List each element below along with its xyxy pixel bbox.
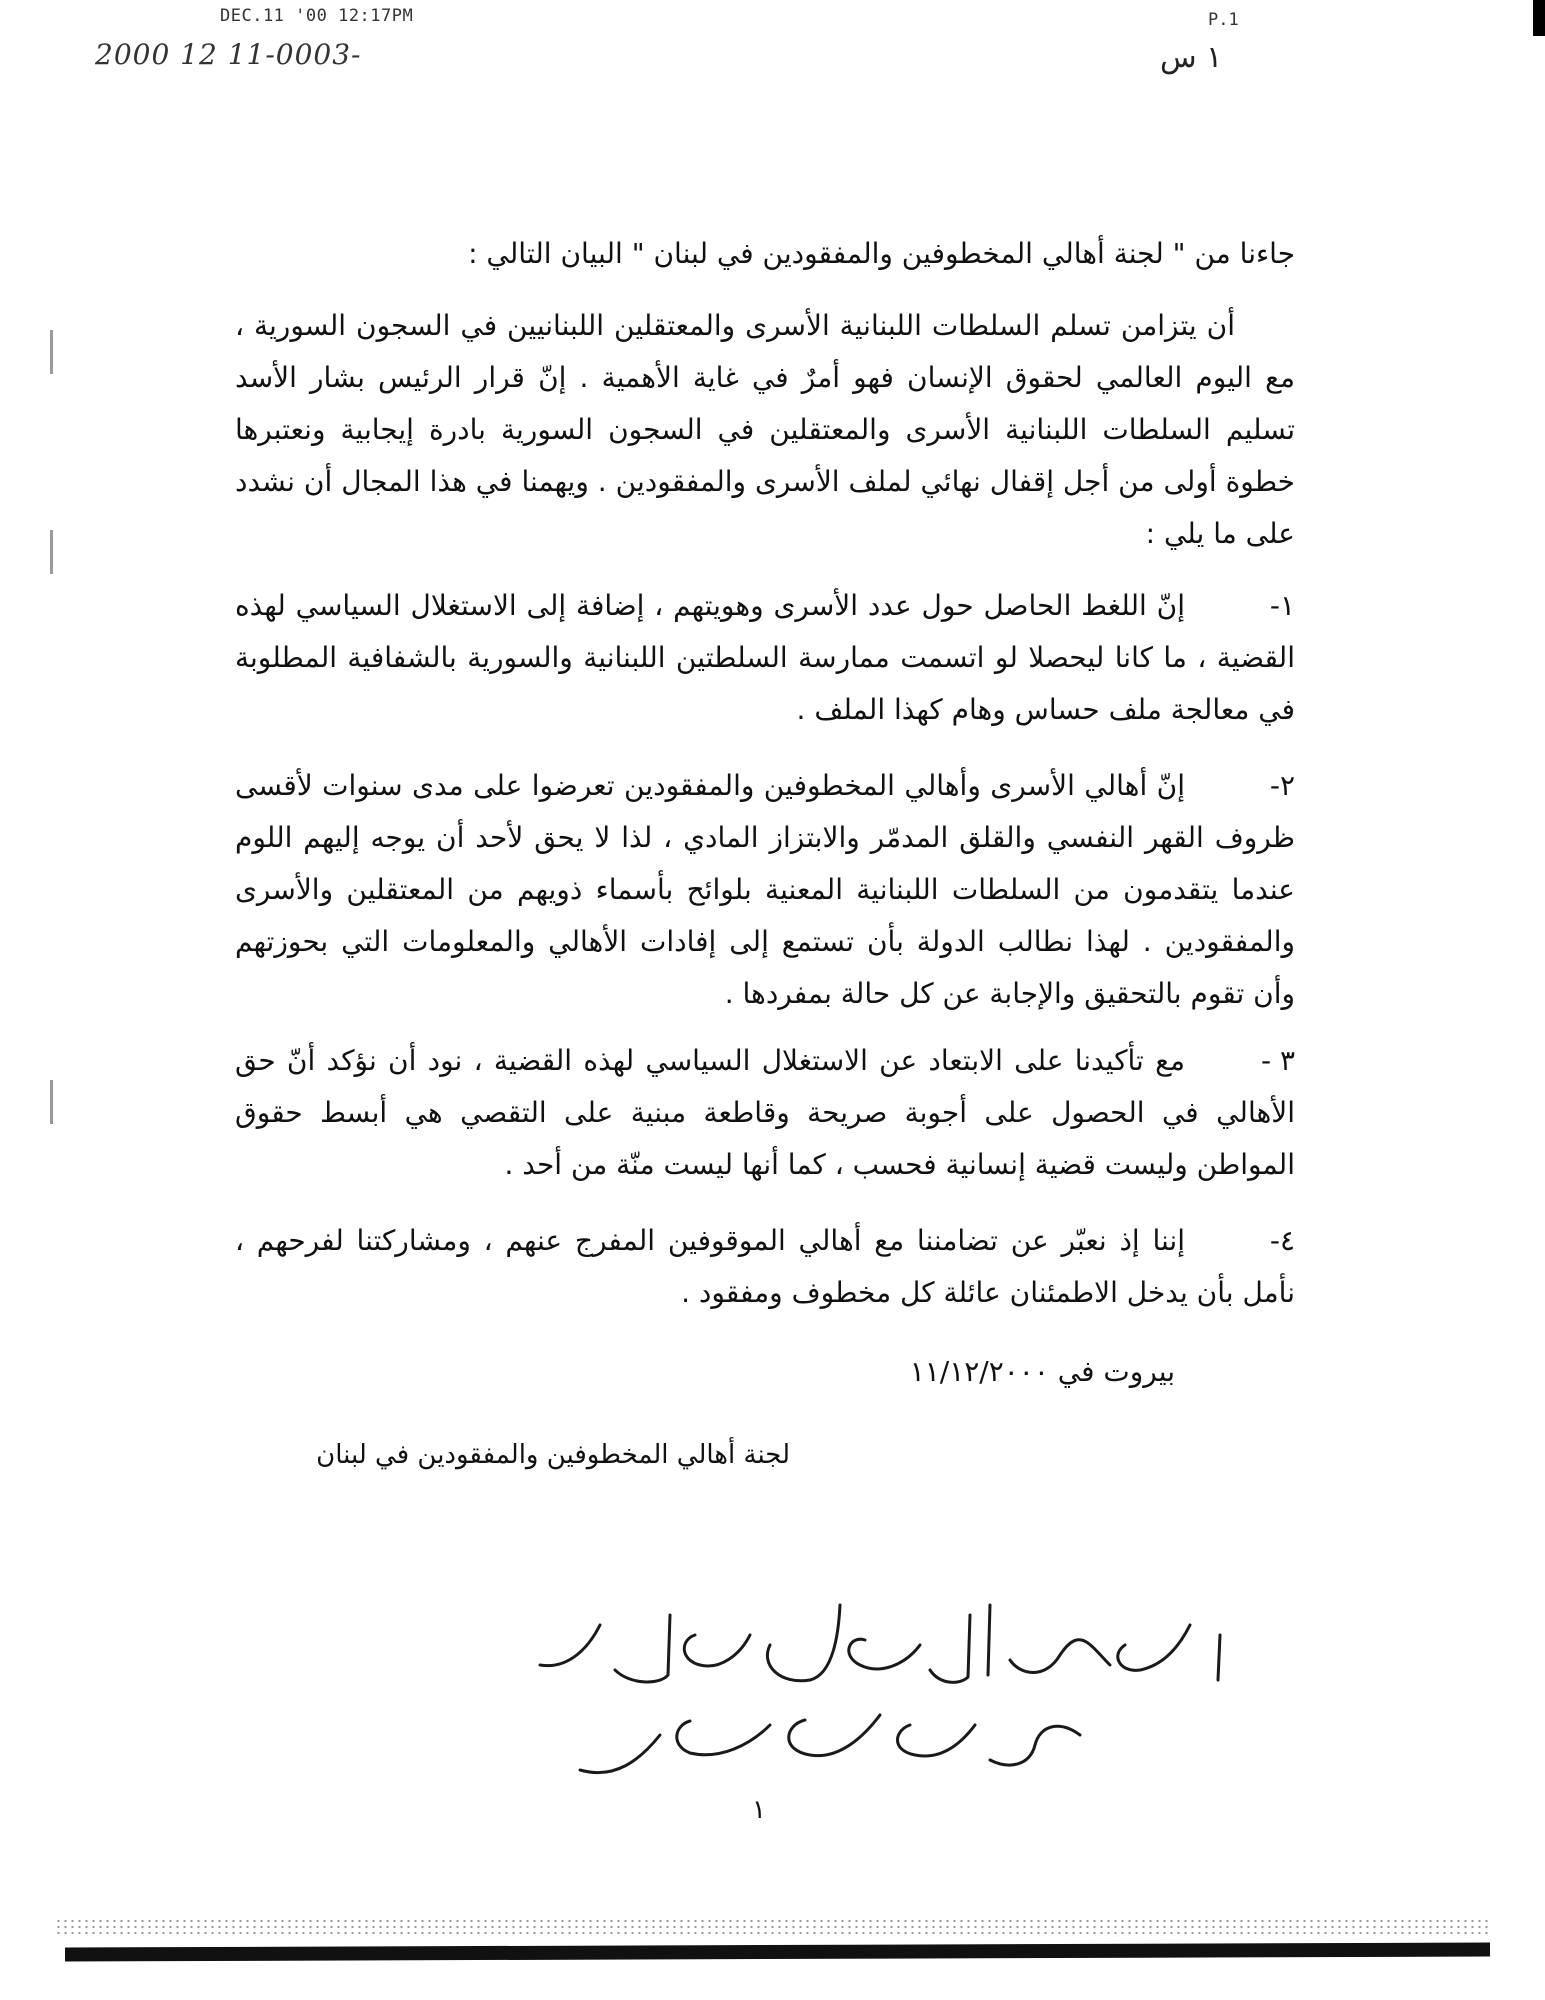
handwritten-note	[520, 1585, 1240, 1805]
item-text: إنّ اللغط الحاصل حول عدد الأسرى وهويتهم ، إضافة إلى الاستغلال السياسي لهذه القضية ، ما كانا ليحصلا لو اتسمت ممارسة السلطتين اللبنانية والسورية بالشفافية المطلوبة في معالجة ملف حساس وهام كهذا الملف .	[235, 589, 1295, 726]
page-bottom-number: ١	[752, 1795, 766, 1825]
date-line: بيروت في ١١/١٢/٢٠٠٠	[909, 1355, 1175, 1388]
item-number: ٣ -	[1260, 1044, 1295, 1077]
page-number: P.1	[1208, 10, 1239, 30]
scan-edge-bar	[65, 1943, 1490, 1962]
top-right-mark: ١ س	[1160, 40, 1223, 75]
item-text: إنّ أهالي الأسرى وأهالي المخطوفين والمفقودين تعرضوا على مدى سنوات لأقسى ظروف القهر النفسي والقلق المدمّر والابتزاز المادي ، لذا لا يحق لأحد أن يوجه إليهم اللوم عندما يتقدمون من السلطات اللبنانية المعنية بلوائح بأسماء ذويهم من المعتقلين والأسرى والمفقودين . لهذا نطالب الدولة بأن تستمع إلى إفادات الأهالي والمعلومات التي بحوزتهم وأن تقوم بالتحقيق والإجابة عن كل حالة بمفردها .	[235, 769, 1295, 1010]
scan-noise-border	[55, 1918, 1490, 1934]
list-item	[235, 760, 1295, 1020]
item-text: مع تأكيدنا على الابتعاد عن الاستغلال السياسي لهذه القضية ، نود أن نؤكد أنّ حق الأهالي في الحصول على أجوبة صريحة وقاطعة مبنية على التقصي هي أبسط حقوق المواطن وليست قضية إنسانية فحسب ، كما أنها ليست منّة من أحد .	[235, 1044, 1295, 1181]
list-item	[235, 1035, 1295, 1191]
margin-tick	[50, 1080, 53, 1124]
list-item	[235, 1215, 1295, 1319]
signature-committee: لجنة أهالي المخطوفين والمفقودين في لبنان	[316, 1440, 790, 1470]
margin-tick	[50, 530, 53, 574]
handwritten-reference: 2000 12 11-0003-	[95, 38, 362, 71]
item-number: ١-	[1269, 589, 1295, 622]
item-number: ٢-	[1269, 769, 1295, 802]
margin-tick	[50, 330, 53, 374]
item-number: ٤-	[1269, 1224, 1295, 1257]
item-text: إننا إذ نعبّر عن تضامننا مع أهالي الموقوفين المفرج عنهم ، ومشاركتنا لفرحهم ، نأمل بأن يدخل الاطمئنان عائلة كل مخطوف ومفقود .	[235, 1224, 1295, 1309]
scan-edge-mark	[1533, 0, 1545, 36]
paragraph-1: أن يتزامن تسلم السلطات اللبنانية الأسرى والمعتقلين اللبنانيين في السجون السورية ، مع اليوم العالمي لحقوق الإنسان فهو أمرٌ في غاية الأهمية . إنّ قرار الرئيس بشار الأسد تسليم السلطات اللبنانية الأسرى والمعتقلين في السجون السورية بادرة إيجابية ونعتبرها خطوة أولى من أجل إقفال نهائي لملف الأسرى والمفقودين . ويهمنا في هذا المجال أن نشدد على ما يلي :	[235, 309, 1295, 550]
list-item	[235, 580, 1295, 736]
fax-header: DEC.11 '00 12:17PM	[220, 6, 414, 26]
intro-line: جاءنا من " لجنة أهالي المخطوفين والمفقودين في لبنان " البيان التالي :	[468, 237, 1295, 270]
